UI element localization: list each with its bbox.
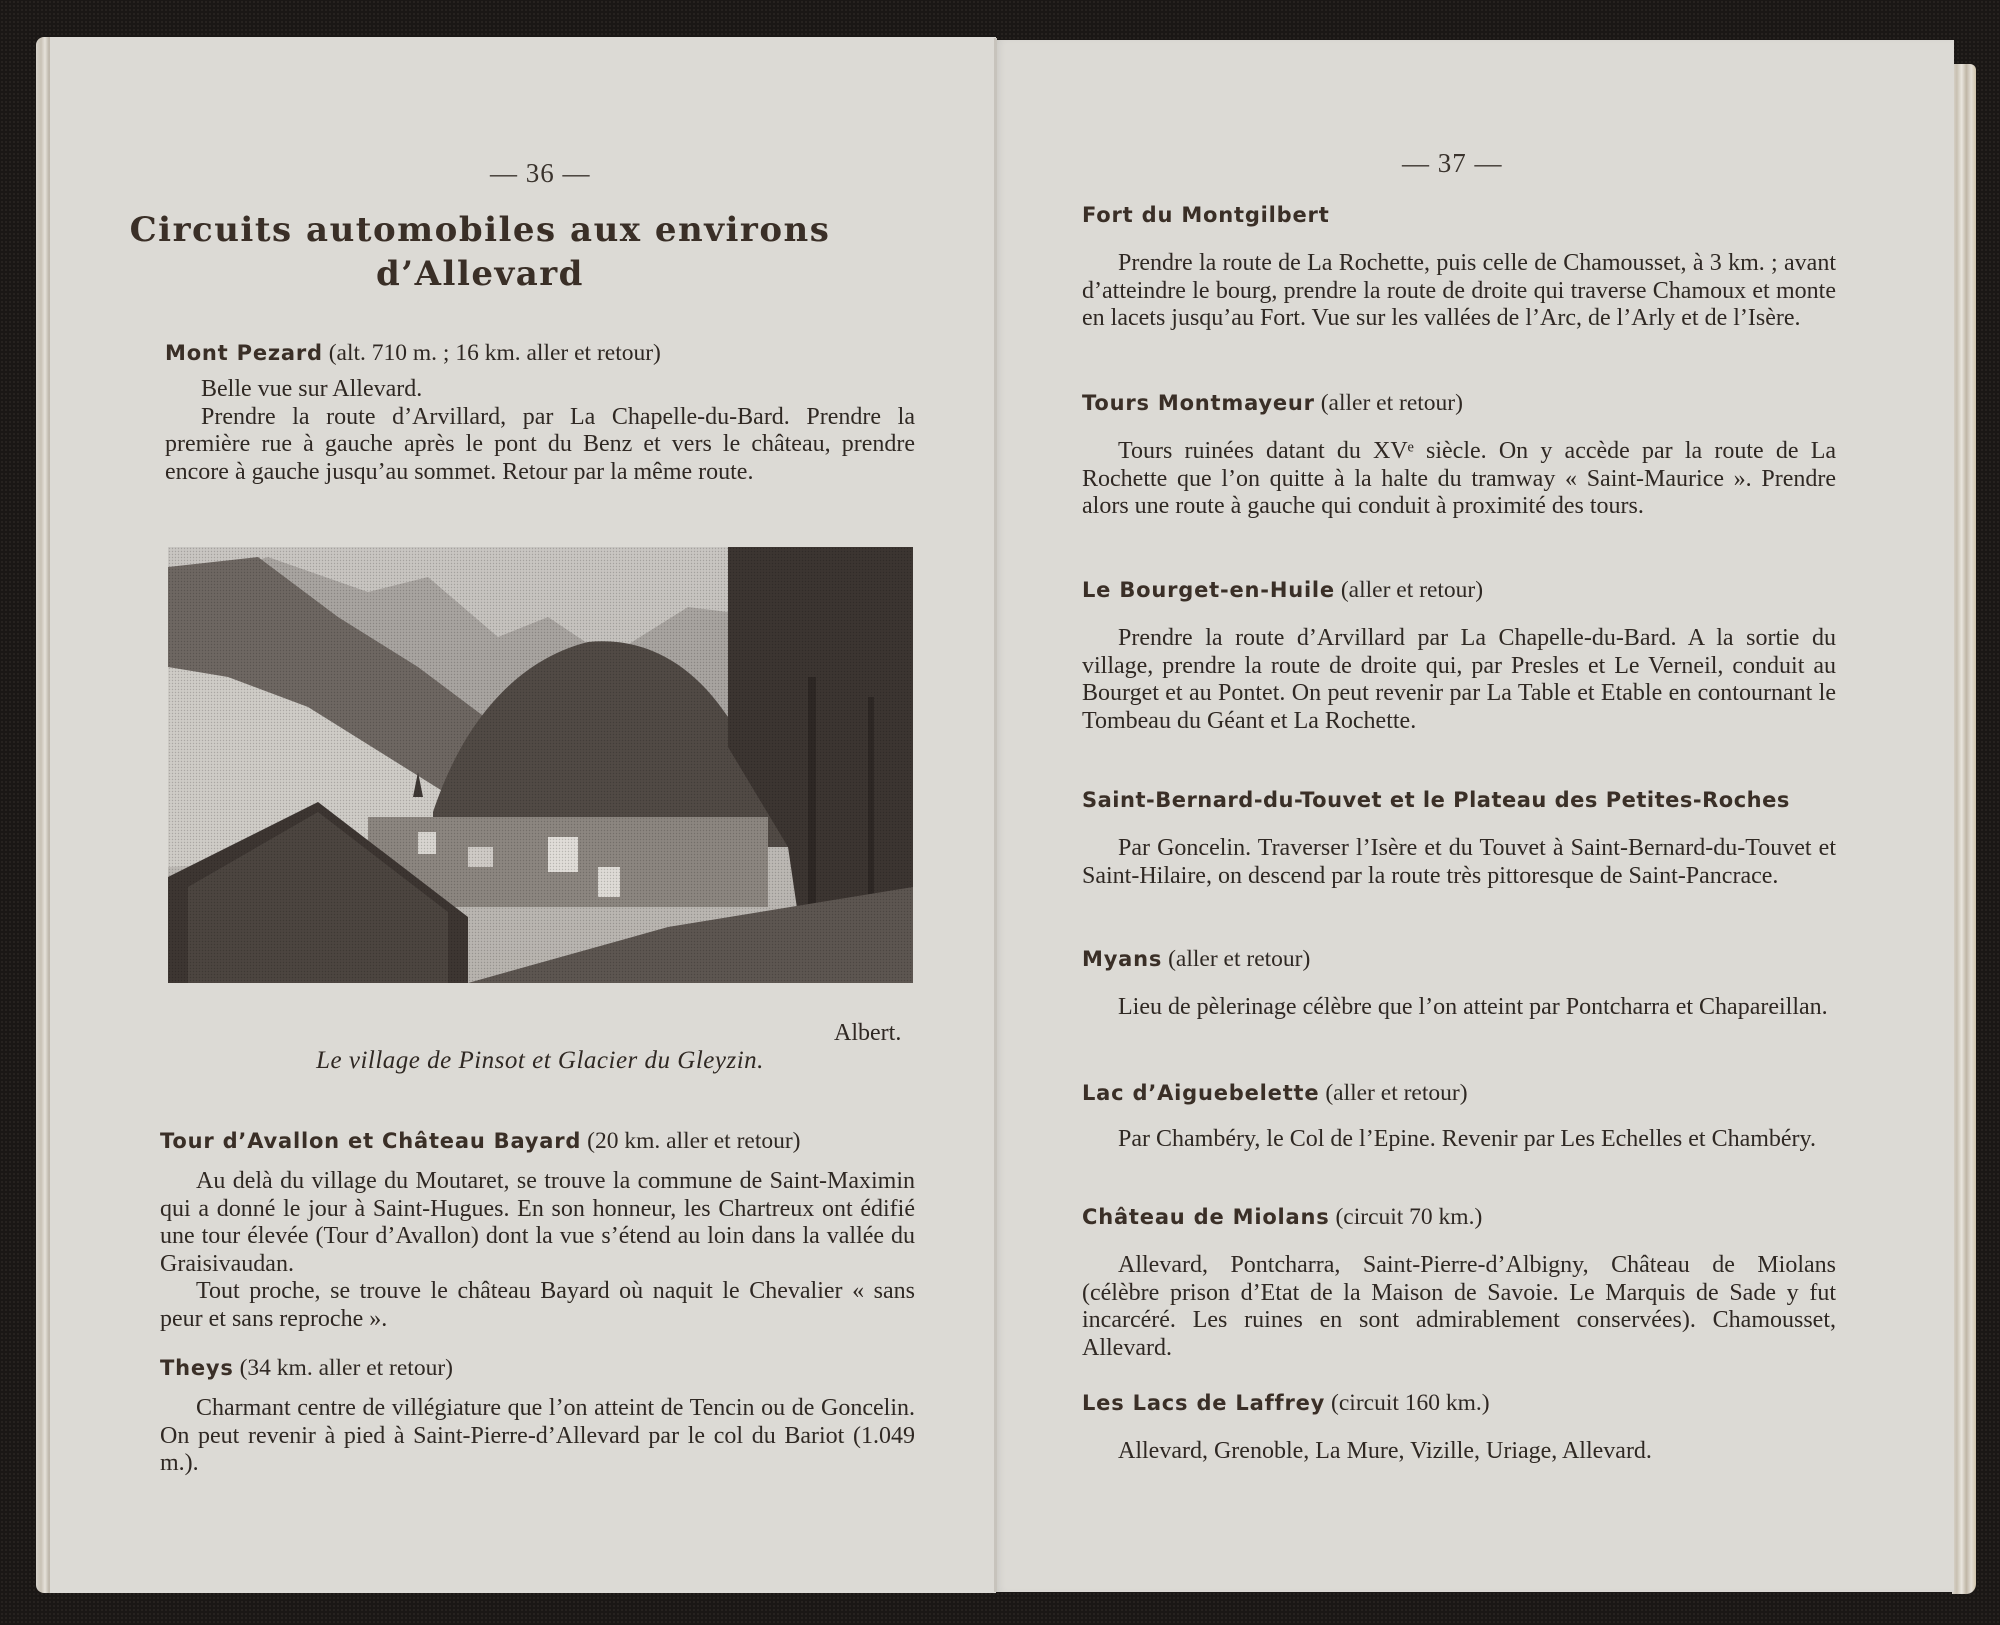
entry-heading [1082,785,1836,815]
entry-heading [1082,1202,1836,1232]
entry-chateau-miolans [1082,1202,1836,1362]
entry-body [1082,835,1836,890]
entry-paragraph: Par Goncelin. Traverser l’Isère et du Touvet à Saint-Bernard-du-Touvet et Saint-Hilaire, on descend par la route très pittoresque de Saint-Pancrace. [1082,835,1836,889]
entry-name: Le Bourget-en-Huile [1082,578,1335,602]
entry-myans [1082,944,1836,1022]
photo-pinsot-village [168,547,913,983]
entry-lacs-laffrey [1082,1388,1836,1466]
entry-body [165,376,915,486]
right-page-number: — 37 — [1402,148,1503,178]
entry-name: Fort du Montgilbert [1082,203,1330,227]
page-title-line-1: Circuits automobiles aux environs [129,210,831,250]
entry-paragraph: Allevard, Pontcharra, Saint-Pierre-d’Albigny, Château de Miolans (célèbre prison d’Etat de la Maison de Savoie. Le Marquis de Sade y fut incarcéré. Les ruines en sont admirablement conservées). Chamousset, Allevard. [1082,1252,1836,1361]
entry-detail: (aller et retour) [1320,390,1463,416]
entry-body [1082,1438,1836,1466]
photo-credit: Albert. [834,1020,902,1046]
entry-detail: (circuit 160 km.) [1331,1390,1490,1416]
entry-body [1082,625,1836,735]
entry-detail: (aller et retour) [1168,946,1311,972]
entry-name: Tour d’Avallon et Château Bayard [160,1129,582,1153]
entry-body [160,1395,915,1478]
entry-name: Lac d’Aiguebelette [1082,1081,1320,1105]
entry-tours-montmayeur [1082,388,1836,521]
entry-paragraph: Tout proche, se trouve le château Bayard où naquit le Chevalier « sans peur et sans reproche ». [160,1278,915,1332]
entry-body [1082,1126,1836,1154]
entry-name: Myans [1082,947,1163,971]
entry-heading [1082,944,1836,974]
landscape-photo-icon [168,547,913,983]
entry-lac-aiguebelette [1082,1078,1836,1154]
entry-body [1082,1252,1836,1362]
entry-detail: (aller et retour) [1340,577,1484,603]
entry-heading [1082,1388,1836,1418]
entry-heading [1082,1078,1836,1108]
entry-name: Saint-Bernard-du-Touvet et le Plateau des Petites-Roches [1082,788,1790,812]
entry-fort-montgilbert [1082,200,1836,333]
entry-detail: (20 km. aller et retour) [587,1128,801,1154]
entry-paragraph: Prendre la route de La Rochette, puis celle de Chamousset, à 3 km. ; avant d’atteindre le bourg, prendre la route de droite qui traverse Chamoux et monte en lacets jusqu’au Fort. Vue sur les vallées de l’Arc, de l’Arly et de l’Isère. [1082,250,1836,331]
entry-paragraph: Prendre la route d’Arvillard, par La Chapelle-du-Bard. Prendre la première rue à gauche après le pont du Benz et vers le château, prendre encore à gauche jusqu’au sommet. Retour par la même route. [165,403,915,485]
entry-name: Theys [160,1356,234,1380]
entry-detail: (aller et retour) [1325,1080,1468,1106]
entry-mont-pezard [165,338,915,486]
entry-saint-bernard-du-touvet [1082,785,1836,890]
entry-body [1082,994,1836,1022]
entry-paragraph: Lieu de pèlerinage célèbre que l’on atteint par Pontcharra et Chapareillan. [1118,994,1828,1020]
right-page-edges [1952,64,1976,1594]
photo-caption: Le village de Pinsot et Glacier du Gleyzin. [316,1047,764,1074]
entry-tour-avallon [160,1126,915,1333]
entry-body [1082,438,1836,521]
entry-paragraph: Tours ruinées datant du XVᵉ siècle. On y accède par la route de La Rochette que l’on quitte à la halte du tramway « Saint-Maurice ». Prendre alors une route à gauche qui conduit à proximité des tours. [1082,438,1836,519]
entry-heading [160,1353,915,1383]
page-title-line-2: d’Allevard [376,254,584,294]
entry-heading [1082,388,1836,418]
entry-name: Château de Miolans [1082,1205,1330,1229]
entry-paragraph: Au delà du village du Moutaret, se trouve la commune de Saint-Maximin qui a donné le jour à Saint-Hugues. En son honneur, les Chartreux ont édifié une tour élevée (Tour d’Avallon) dont la vue s’étend au loin dans la vallée du Graisivaudan. [160,1168,915,1277]
entry-theys [160,1353,915,1478]
entry-heading [160,1126,915,1156]
entry-body [160,1168,915,1333]
entry-name: Tours Montmayeur [1082,391,1315,415]
entry-paragraph: Par Chambéry, le Col de l’Epine. Revenir par Les Echelles et Chambéry. [1118,1126,1816,1152]
entry-heading [165,338,915,368]
entry-bourget-en-huile [1082,575,1836,735]
entry-paragraph: Charmant centre de villégiature que l’on atteint de Tencin ou de Goncelin. On peut revenir à pied à Saint-Pierre-d’Allevard par le col du Bariot (1.049 m.). [160,1395,915,1476]
entry-detail: (circuit 70 km.) [1335,1204,1483,1230]
entry-paragraph: Belle vue sur Allevard. [201,376,423,402]
entry-paragraph: Allevard, Grenoble, La Mure, Vizille, Uriage, Allevard. [1118,1438,1652,1464]
entry-paragraph: Prendre la route d’Arvillard par La Chapelle-du-Bard. A la sortie du village, prendre la route de droite qui, par Presles et Le Verneil, conduit au Bourget et au Pontet. On peut revenir par La Table et Etable en contournant le Tombeau du Géant et La Rochette. [1082,625,1836,734]
entry-heading [1082,200,1836,230]
entry-body [1082,250,1836,333]
book-gutter [994,38,997,1592]
entry-heading [1082,575,1836,605]
entry-detail: (alt. 710 m. ; 16 km. aller et retour) [328,340,661,366]
entry-detail: (34 km. aller et retour) [239,1355,453,1381]
entry-name: Mont Pezard [165,341,323,365]
entry-name: Les Lacs de Laffrey [1082,1391,1326,1415]
left-page-number: — 36 — [490,158,591,188]
